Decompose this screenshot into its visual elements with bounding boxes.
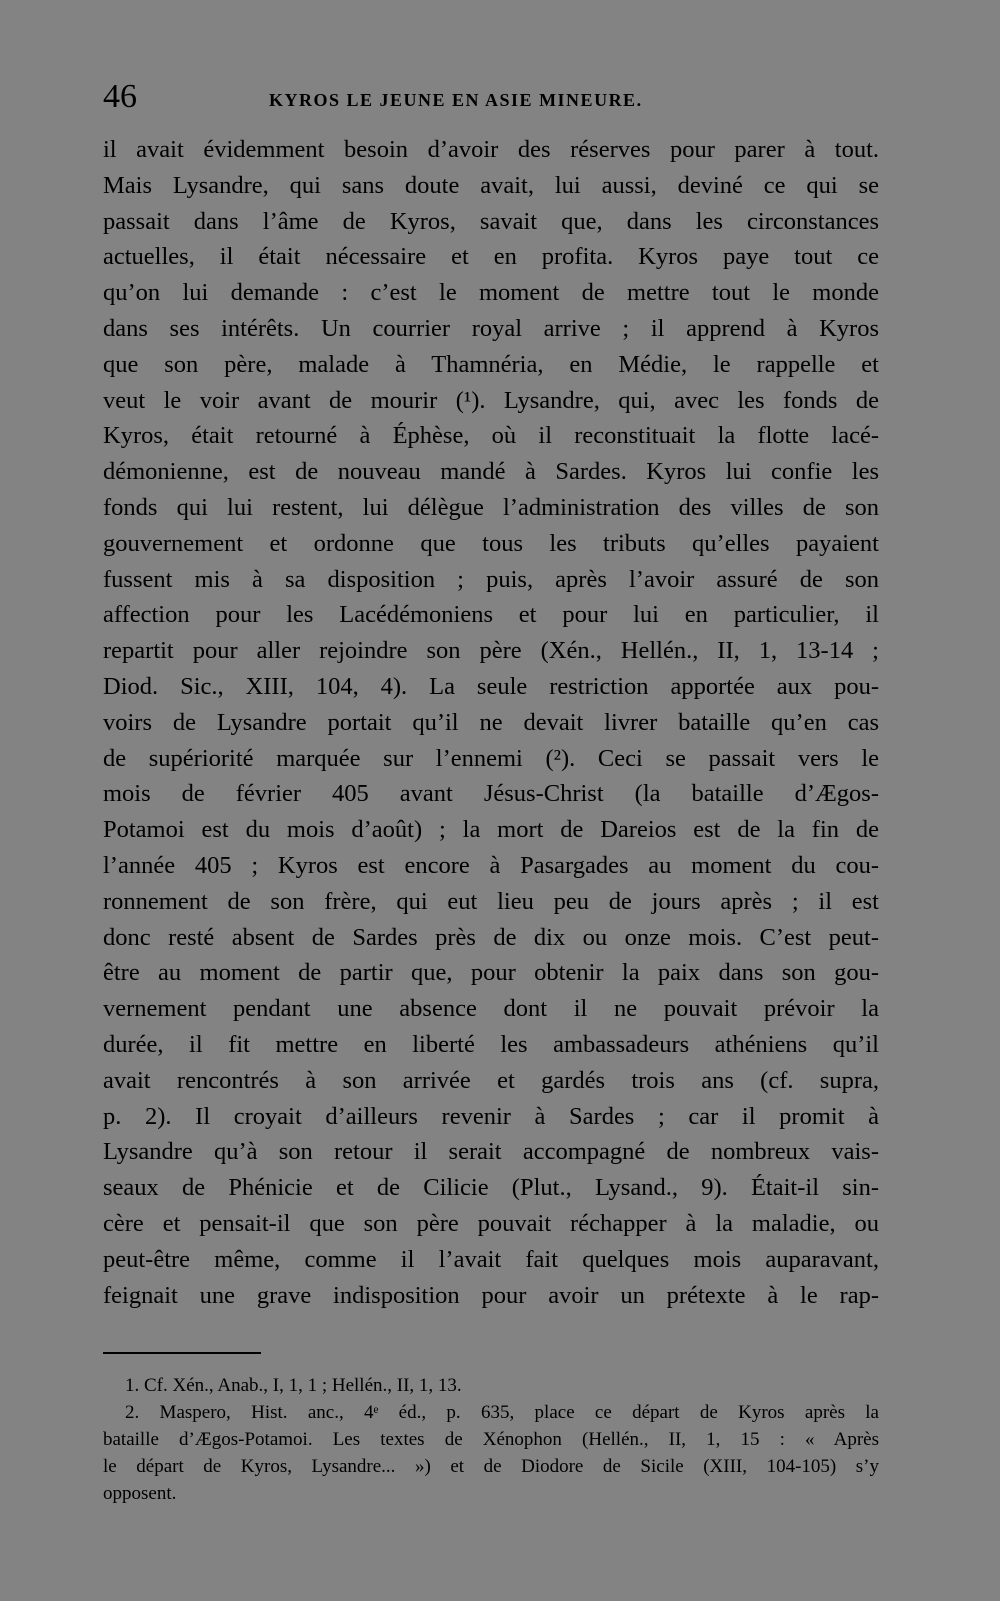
text-line: qu’on lui demande : c’est le moment de mettre tout le monde	[103, 279, 879, 307]
text-line: démonienne, est de nouveau mandé à Sardes. Kyros lui confie les	[103, 458, 879, 486]
running-title: KYROS LE JEUNE EN ASIE MINEURE.	[269, 90, 643, 110]
text-line: donc resté absent de Sardes près de dix ou onze mois. C’est peut-	[103, 923, 879, 951]
text-line: Mais Lysandre, qui sans doute avait, lui aussi, deviné ce qui se	[103, 171, 879, 199]
main-text	[103, 132, 879, 1313]
footnote-2: 2. Maspero, Hist. anc., 4ᵉ éd., p. 635, place ce départ de Kyros après la	[125, 1402, 879, 1423]
page-number: 46	[103, 78, 137, 115]
footnote-2-line: le départ de Kyros, Lysandre... ») et de Diodore de Sicile (XIII, 104-105) s’y	[103, 1456, 879, 1477]
text-line: mois de février 405 avant Jésus-Christ (la bataille d’Ægos-	[103, 780, 879, 808]
text-line: veut le voir avant de mourir (¹). Lysandre, qui, avec les fonds de	[103, 386, 879, 414]
text-line: Potamoi est du mois d’août) ; la mort de Dareios est de la fin de	[103, 816, 879, 844]
text-line: avait rencontrés à son arrivée et gardés trois ans (cf. supra,	[103, 1066, 879, 1094]
text-line: être au moment de partir que, pour obtenir la paix dans son gou-	[103, 959, 879, 987]
text-line: il avait évidemment besoin d’avoir des réserves pour parer à tout.	[103, 136, 879, 163]
text-line: cère et pensait-il que son père pouvait réchapper à la maladie, ou	[103, 1209, 879, 1237]
text-line: fussent mis à sa disposition ; puis, après l’avoir assuré de son	[103, 565, 879, 593]
text-line: gouvernement et ordonne que tous les tributs qu’elles payaient	[103, 529, 879, 557]
text-line: que son père, malade à Thamnéria, en Médie, le rappelle et	[103, 350, 879, 378]
text-line: passait dans l’âme de Kyros, savait que, dans les circonstances	[103, 207, 879, 235]
footnote-divider	[103, 1352, 261, 1354]
page-header	[103, 78, 885, 118]
text-line: Lysandre qu’à son retour il serait accompagné de nombreux vais-	[103, 1138, 879, 1166]
text-line: voirs de Lysandre portait qu’il ne devait livrer bataille qu’en cas	[103, 708, 879, 736]
text-line: Diod. Sic., XIII, 104, 4). La seule restriction apportée aux pou-	[103, 672, 879, 700]
footnote-1: 1. Cf. Xén., Anab., I, 1, 1 ; Hellén., II, 1, 13.	[125, 1375, 462, 1396]
text-line: fonds qui lui restent, lui délègue l’administration des villes de son	[103, 493, 879, 521]
text-line: de supériorité marquée sur l’ennemi (²). Ceci se passait vers le	[103, 744, 879, 772]
text-line: vernement pendant une absence dont il ne pouvait prévoir la	[103, 995, 879, 1023]
text-line: peut-être même, comme il l’avait fait quelques mois auparavant,	[103, 1245, 879, 1273]
text-line: repartit pour aller rejoindre son père (Xén., Hellén., II, 1, 13-14 ;	[103, 637, 879, 665]
text-line: actuelles, il était nécessaire et en profita. Kyros paye tout ce	[103, 243, 879, 271]
text-line: Kyros, était retourné à Éphèse, où il reconstituait la flotte lacé-	[103, 422, 879, 450]
text-line: affection pour les Lacédémoniens et pour lui en particulier, il	[103, 601, 879, 629]
footnote-2-line: bataille d’Ægos-Potamoi. Les textes de Xénophon (Hellén., II, 1, 15 : « Après	[103, 1429, 879, 1450]
footnotes	[103, 1372, 879, 1507]
text-line: seaux de Phénicie et de Cilicie (Plut., Lysand., 9). Était-il sin-	[103, 1174, 879, 1202]
text-line: ronnement de son frère, qui eut lieu peu de jours après ; il est	[103, 887, 879, 915]
text-line: p. 2). Il croyait d’ailleurs revenir à Sardes ; car il promit à	[103, 1102, 879, 1130]
text-line: feignait une grave indisposition pour avoir un prétexte à le rap-	[103, 1281, 879, 1309]
text-line: durée, il fit mettre en liberté les ambassadeurs athéniens qu’il	[103, 1030, 879, 1058]
text-line: dans ses intérêts. Un courrier royal arrive ; il apprend à Kyros	[103, 314, 879, 342]
footnote-2-line: opposent.	[103, 1483, 177, 1504]
text-line: l’année 405 ; Kyros est encore à Pasargades au moment du cou-	[103, 851, 879, 879]
